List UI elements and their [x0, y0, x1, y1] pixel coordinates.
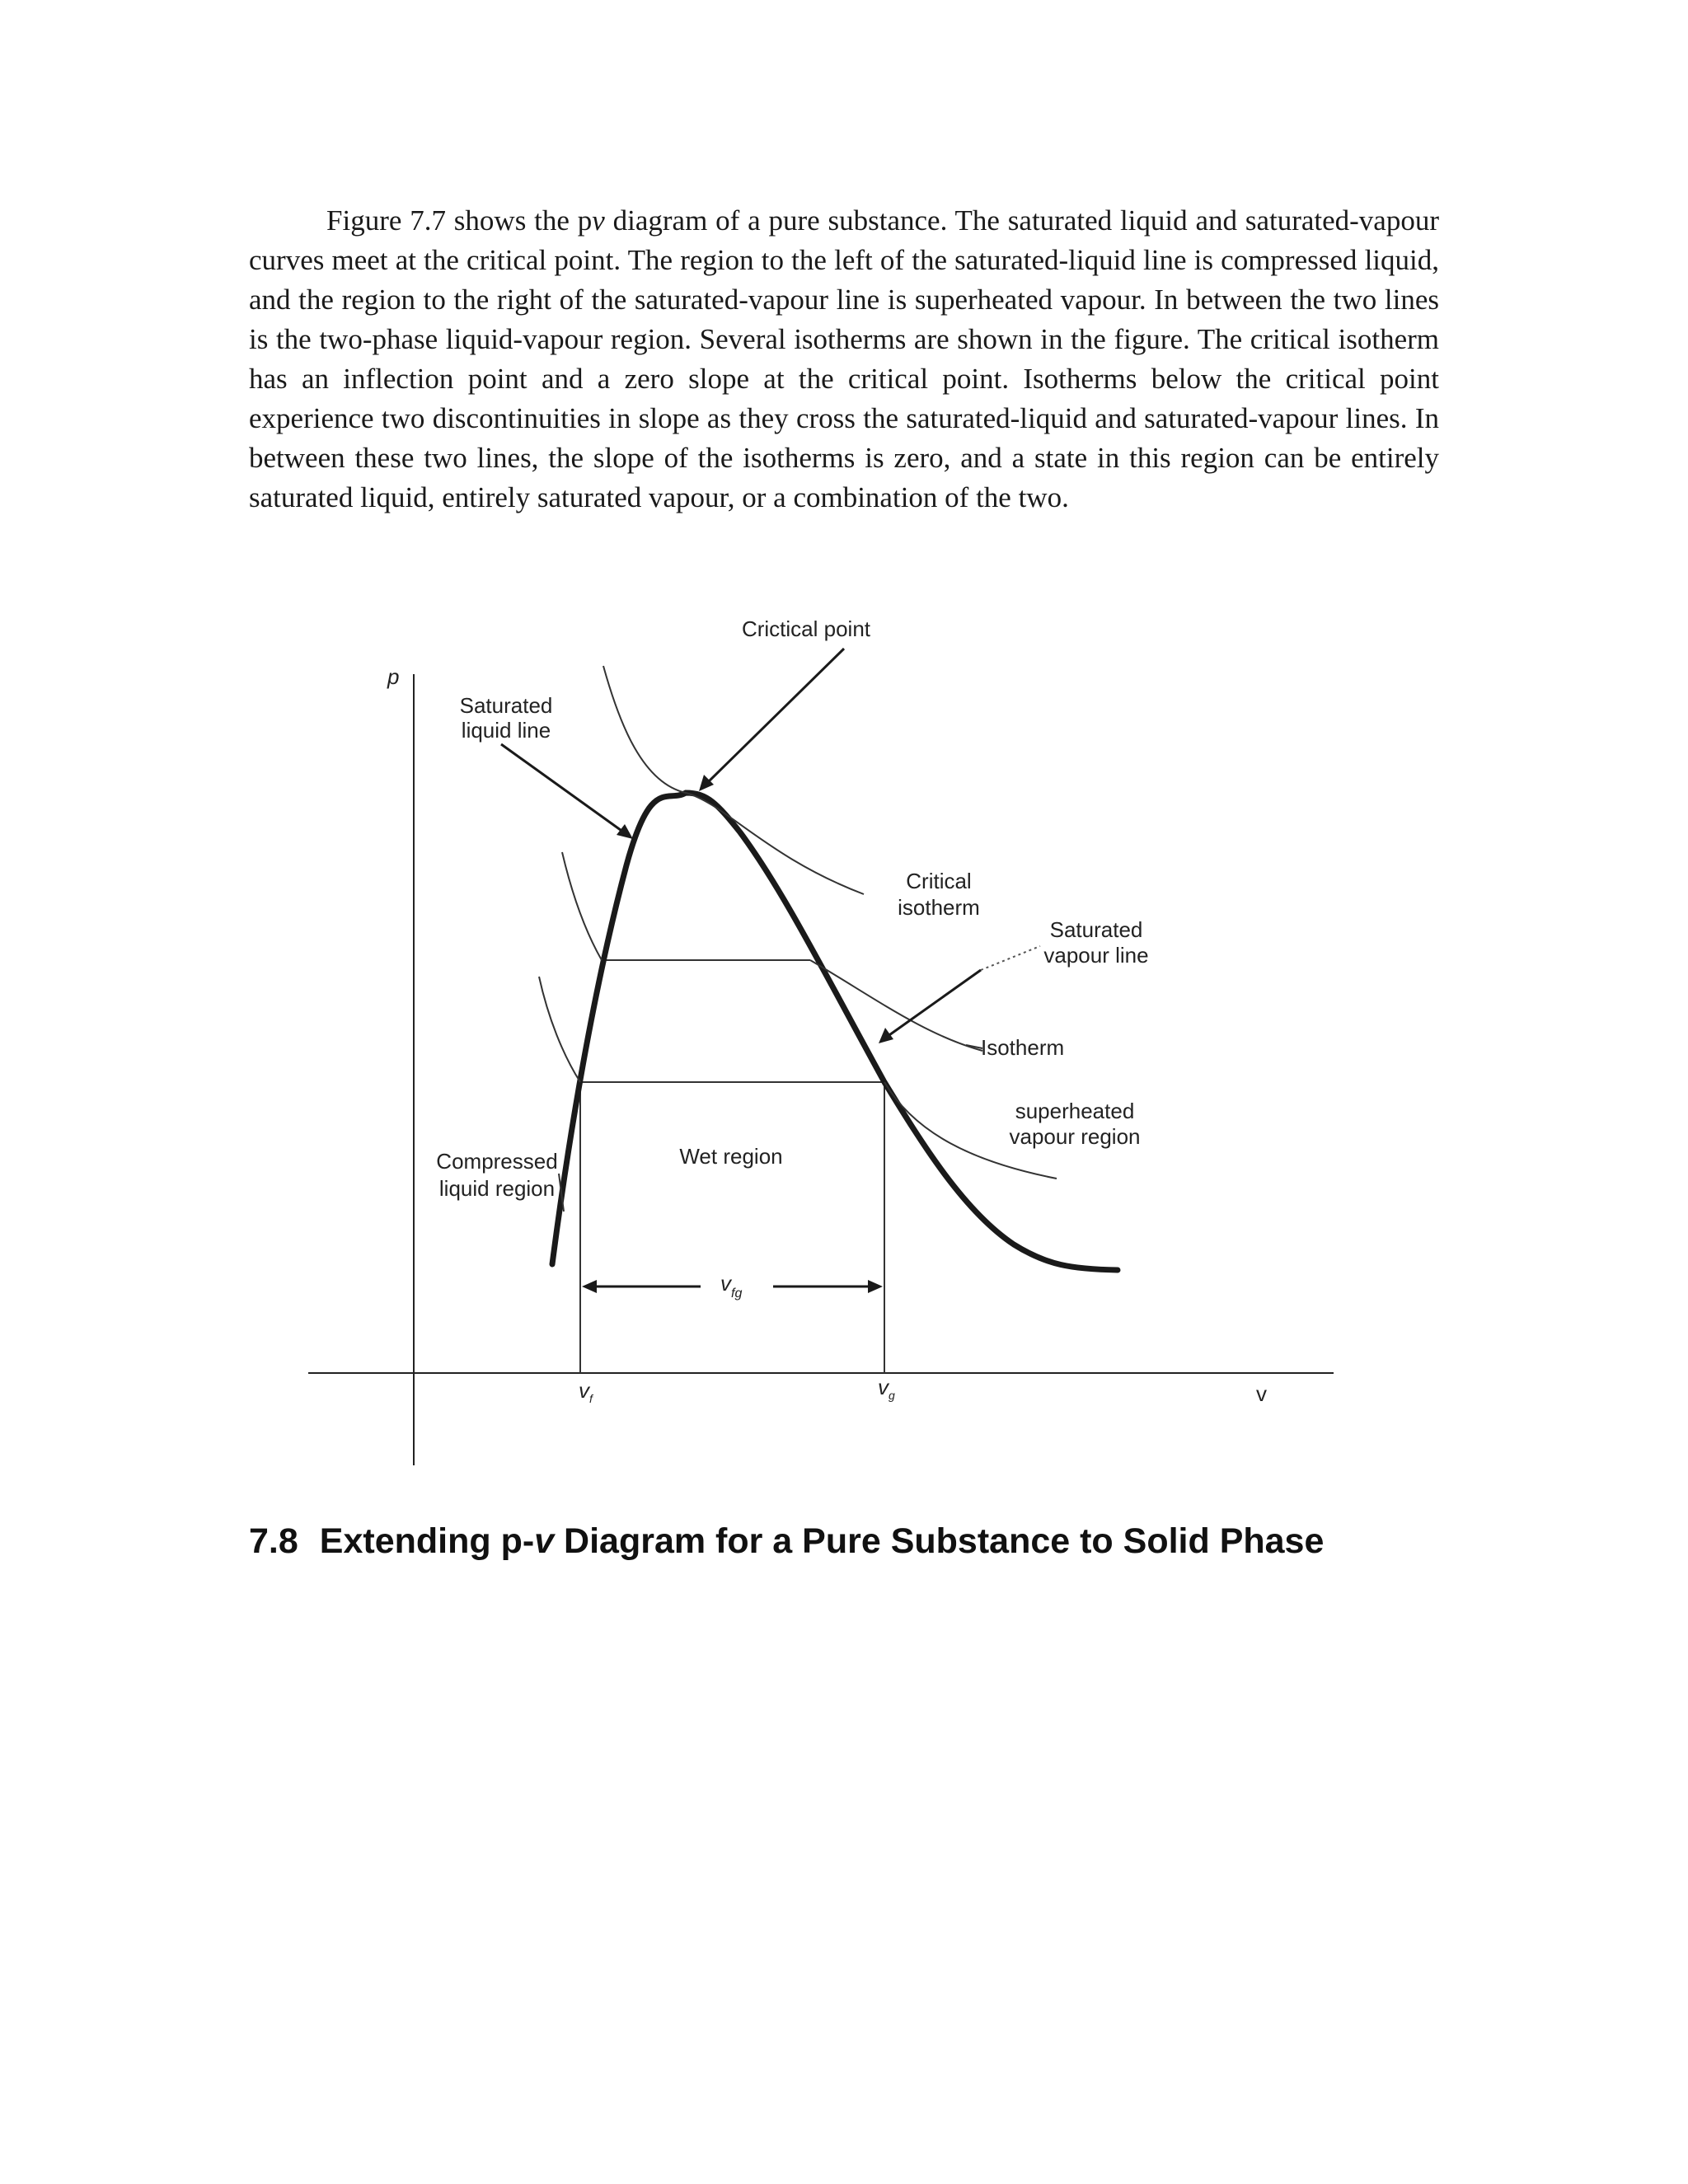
critical-isotherm-label-line2: isotherm — [898, 895, 980, 920]
wet-region-label: Wet region — [679, 1144, 783, 1169]
saturated-vapour-dotted-leader — [981, 946, 1040, 970]
section-number: 7.8 — [249, 1521, 298, 1561]
section-heading — [249, 1518, 1324, 1564]
saturated-vapour-arrowhead — [879, 1028, 893, 1043]
compressed-label-line2: liquid region — [438, 1176, 556, 1201]
paragraph-text-start: Figure 7.7 shows the p — [326, 204, 593, 237]
isotherm-label: Isotherm — [981, 1035, 1065, 1060]
vfg-label-sub: fg — [731, 1286, 743, 1301]
upper-isotherm-left — [562, 852, 602, 960]
vg-label — [878, 1375, 895, 1402]
vfg-label — [720, 1271, 742, 1301]
superheated-label-line2: vapour region — [1009, 1124, 1141, 1149]
saturated-liquid-label-line1: Saturated — [459, 693, 553, 718]
critical-point-label: Crictical point — [741, 616, 871, 641]
lower-isotherm-left — [539, 977, 580, 1082]
critical-isotherm-label-line1: Critical — [906, 869, 972, 893]
vfg-right-arrowhead — [868, 1280, 883, 1293]
vfg-left-arrowhead — [582, 1280, 597, 1293]
v-axis-label: v — [1256, 1381, 1267, 1406]
vg-label-sub: g — [889, 1389, 895, 1402]
critical-point-arrow — [707, 649, 844, 783]
section-title-start: Extending p- — [319, 1521, 535, 1561]
saturated-vapour-label-line2: vapour line — [1043, 943, 1149, 968]
vfg-label-base: v — [720, 1271, 731, 1296]
p-axis-label: p — [387, 664, 400, 689]
saturated-vapour-arrow — [887, 970, 981, 1037]
saturated-liquid-label-line2: liquid line — [461, 718, 551, 743]
paragraph-italic-v: v — [592, 204, 605, 237]
vf-label — [579, 1378, 594, 1405]
saturated-liquid-arrowhead — [617, 824, 633, 839]
compressed-label-line1: Compressed — [436, 1149, 558, 1174]
critical-isotherm-curve — [603, 666, 864, 894]
upper-isotherm-right — [810, 960, 982, 1051]
saturated-liquid-arrow — [501, 744, 624, 832]
vf-label-base: v — [579, 1378, 589, 1403]
superheated-label-line1: superheated — [1015, 1099, 1135, 1123]
vf-label-sub: f — [589, 1392, 593, 1405]
saturation-dome-curve — [552, 793, 1118, 1270]
saturated-vapour-label-line1: Saturated — [1049, 917, 1143, 942]
section-title-end: Diagram for a Pure Substance to Solid Phase — [554, 1521, 1325, 1561]
vg-label-base: v — [878, 1375, 889, 1399]
section-title-italic-v: v — [534, 1521, 555, 1561]
paragraph-text-rest: diagram of a pure substance. The saturated liquid and saturated-vapour curves meet at the critical point. The region to the left of the saturated-liquid line is compressed liquid, and the region to the right of the saturated-vapour line is superheated vapour. In between the two lines is the two-phase liquid-vapour region. Several isotherms are shown in the figure. The critical isotherm has an inflection point and a zero slope at the critical point. Isotherms below the critical point experience two discontinuities in slope as they cross the saturated-liquid and saturated-vapour lines. In between these two lines, the slope of the isotherms is zero, and a state in this region can be entirely saturated liquid, entirely saturated vapour, or a combination of the two. — [249, 204, 1439, 513]
